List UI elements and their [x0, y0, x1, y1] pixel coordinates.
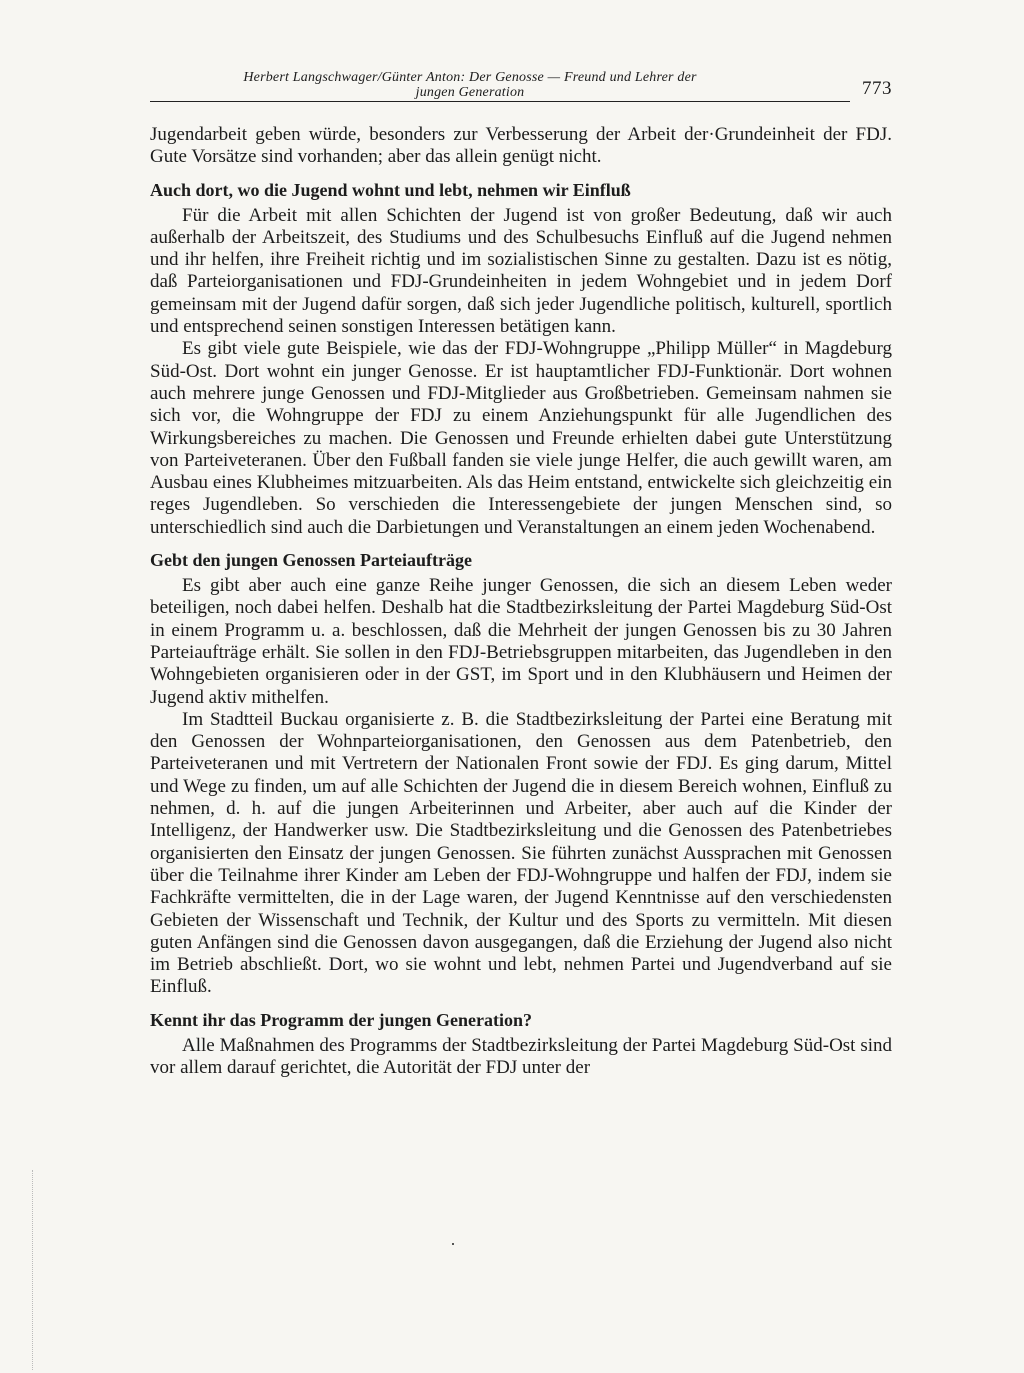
header-rule	[150, 101, 850, 102]
paragraph: Für die Arbeit mit allen Schichten der Jugend ist von großer Bedeutung, daß wir auch außerhalb der Arbeitszeit, des Studiums und des Schulbesuchs Einfluß auf die Jugend nehmen und ihr helfen, ihre Freiheit richtig und im sozialistischen Sinne zu gestalten. Dazu ist es nötig, daß Parteiorganisationen und FDJ-Grundeinheiten in jedem Wohngebiet und in jedem Dorf gemeinsam mit der Jugend dafür sorgen, daß sich jeder Jugendliche politisch, kulturell, sportlich und entsprechend seinen sonstigen Interessen betätigen kann.	[150, 204, 892, 338]
header-title	[150, 70, 790, 100]
paragraph: Es gibt aber auch eine ganze Reihe junger Genossen, die sich an diesem Leben weder beteiligen, noch dabei helfen. Deshalb hat die Stadtbezirksleitung der Partei Magdeburg Süd-Ost in einem Programm u. a. beschlossen, daß die Mehrheit der jungen Genossen bis zu 30 Jahren Parteiaufträge erhält. Sie sollen in den FDJ-Betriebsgruppen mitarbeiten, das Jugendleben in den Wohngebieten organisieren oder in der GST, im Sport und in den Klubhäusern und Heimen der Jugend aktiv mithelfen.	[150, 575, 892, 708]
scan-edge-marks	[32, 1170, 37, 1370]
paragraph: Jugendarbeit geben würde, besonders zur Verbesserung der Arbeit der·Grundeinheit der FDJ. Gute Vorsätze sind vorhanden; aber das allein genügt nicht.	[150, 124, 892, 168]
paragraph: Es gibt viele gute Beispiele, wie das der FDJ-Wohngruppe „Philipp Müller“ in Magdeburg Süd-Ost. Dort wohnt ein junger Genosse. Er ist hauptamtlicher FDJ-Funktionär. Dort wohnen auch mehrere junge Genossen und FDJ-Mitglieder aus Großbetrieben. Gemeinsam nahmen sie sich vor, die Wohngruppe der FDJ zu einem Anziehungspunkt für alle Jugendlichen des Wirkungsbereiches zu machen. Die Genossen und Freunde erhielten dabei gute Unterstützung von Parteiveteranen. Über den Fußball fanden sie viele junge Helfer, die auch gewillt waren, am Ausbau eines Klubheimes mitzuarbeiten. Als das Heim entstand, entwickelte sich gleichzeitig ein reges Jugendleben. So verschieden die Interessengebiete der jungen Menschen sind, so unterschiedlich sind auch die Darbietungen und Veranstaltungen an einem jeden Wochenabend.	[150, 338, 892, 538]
paragraph: Im Stadtteil Buckau organisierte z. B. die Stadtbezirksleitung der Partei eine Beratung mit den Genossen der Wohnparteiorganisationen, den Genossen aus dem Patenbetrieb, den Parteiveteranen und mit Vertretern der Nationalen Front sowie der FDJ. Es ging darum, Mittel und Wege zu finden, um auf alle Schichten der Jugend die in diesem Bereich wohnen, Einfluß zu nehmen, d. h. auf die jungen Arbeiterinnen und Arbeiter, aber auch auf die Kinder der Intelligenz, der Handwerker usw. Die Stadtbezirksleitung und die Genossen des Patenbetriebes organisierten den Einsatz der jungen Genossen. Sie führten zunächst Aussprachen mit Genossen über die Teilnahme ihrer Kinder am Leben der FDJ-Wohngruppe und halfen der FDJ, indem sie Fachkräfte vermittelten, die in der Lage waren, der Jugend Kenntnisse auf den verschiedensten Gebieten der Wissenschaft und Technik, der Kultur und des Sports zu vermitteln. Mit diesen guten Anfängen sind die Genossen davon ausgegangen, daß die Erziehung der Jugend also nicht im Betrieb abschließt. Dort, wo sie wohnt und lebt, nehmen Partei und Jugendverband auf sie Einfluß.	[150, 708, 892, 998]
document-page	[150, 70, 892, 1079]
header-title-line-1: Herbert Langschwager/Günter Anton: Der Genosse — Freund und Lehrer der	[243, 70, 697, 85]
section-heading: Kennt ihr das Programm der jungen Generation?	[150, 1009, 532, 1030]
section-heading: Gebt den jungen Genossen Parteiaufträge	[150, 550, 472, 571]
body-text	[150, 124, 892, 1079]
paragraph: Alle Maßnahmen des Programms der Stadtbezirksleitung der Partei Magdeburg Süd-Ost sind vor allem darauf gerichtet, die Autorität der FDJ unter der	[150, 1034, 892, 1078]
ink-speck	[452, 1243, 454, 1245]
running-header	[150, 70, 892, 106]
header-title-line-2: jungen Generation	[415, 85, 525, 100]
section-heading: Auch dort, wo die Jugend wohnt und lebt, nehmen wir Einfluß	[150, 179, 631, 200]
page-number: 773	[862, 78, 892, 99]
